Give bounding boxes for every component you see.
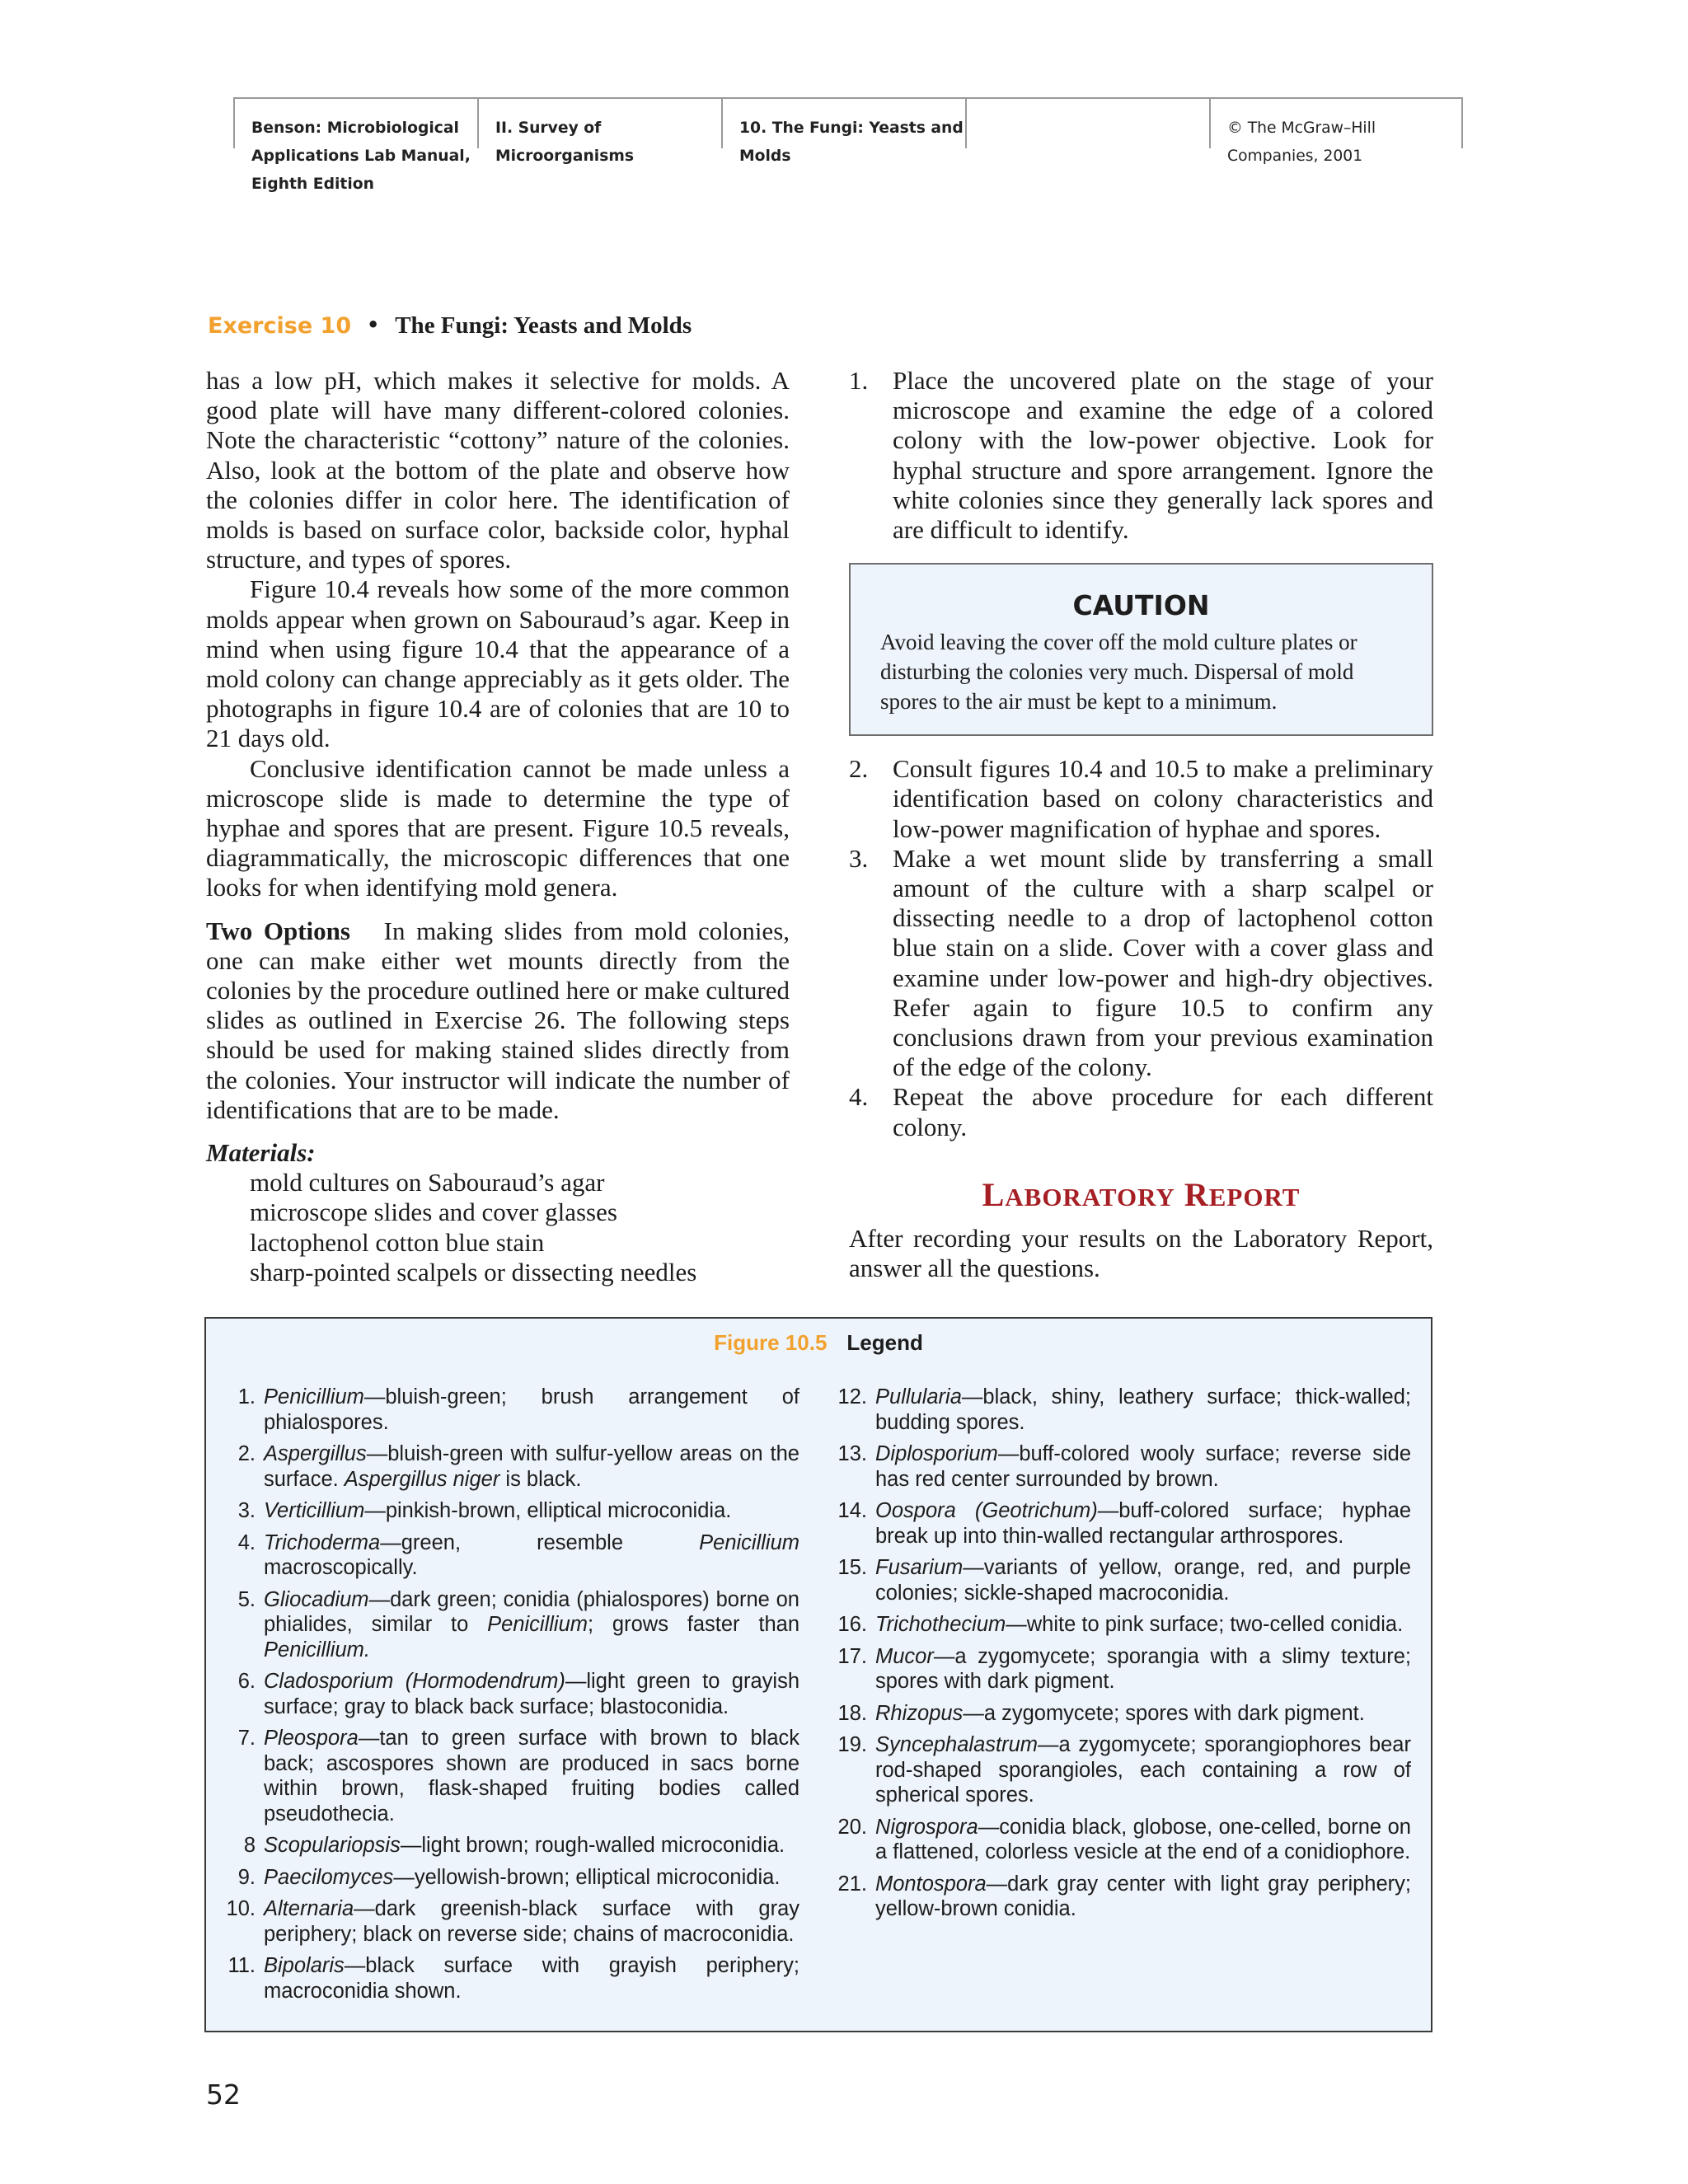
legend-column-left bbox=[223, 1385, 799, 2010]
legend-description: —conidia black, globose, one-celled, borne on a flattened, colorless vesicle at the end of a conidiophore. bbox=[875, 1815, 1411, 1863]
legend-item bbox=[223, 1896, 799, 1947]
paragraph-text: In making slides from mold colonies, one can make either wet mounts directly from the colonies by the procedure outlined here or make cultured slides as outlined in Exercise 26. The following steps should be used for making stained slides directly from the colonies. Your instructor will indicate the number of identifications that are to be made. bbox=[206, 916, 790, 1124]
legend-item bbox=[834, 1644, 1411, 1694]
legend-description: —dark greenish-black surface with gray periphery; black on reverse side; chains of macroconidia. bbox=[264, 1897, 799, 1946]
list-item: mold cultures on Sabouraud’s agar bbox=[250, 1168, 605, 1197]
header-cell-chapter: 10. The Fungi: Yeasts and Molds bbox=[721, 97, 967, 148]
legend-description: —a zygomycete; sporangiophores bear rod-shaped sporangioles, each containing a row of spherical spores. bbox=[875, 1733, 1411, 1807]
genus-name: Pullularia bbox=[875, 1385, 962, 1408]
caution-text: Avoid leaving the cover off the mold culture plates or disturbing the colonies very much. Dispersal of mold spores to the air must be kept to a minimum. bbox=[880, 630, 1357, 715]
genus-name: Penicillium bbox=[487, 1613, 588, 1636]
legend-description: —light brown; rough-walled microconidia. bbox=[400, 1834, 785, 1857]
legend-description: ; grows faster than bbox=[588, 1613, 799, 1636]
legend-number: 18. bbox=[837, 1701, 867, 1725]
legend-item bbox=[834, 1498, 1411, 1549]
legend-number: 7. bbox=[237, 1727, 256, 1750]
genus-name: Aspergillus niger bbox=[344, 1467, 500, 1491]
legend-number: 17. bbox=[837, 1644, 867, 1668]
header-cell-copyright: © The McGraw–Hill Companies, 2001 bbox=[1209, 97, 1463, 148]
legend-item bbox=[834, 1872, 1411, 1922]
legend-number: 15. bbox=[837, 1556, 867, 1579]
legend-label: Legend bbox=[846, 1330, 923, 1355]
running-header bbox=[233, 97, 1461, 193]
legend-number: 1. bbox=[237, 1385, 256, 1408]
lab-report-heading: LABORATORY REPORT bbox=[982, 1175, 1301, 1213]
legend-description: —white to pink surface; two-celled conidia. bbox=[1006, 1613, 1404, 1636]
legend-description: —yellowish-brown; elliptical microconidia. bbox=[393, 1865, 781, 1889]
legend-description: —dark green; conidia (phialospores) borne on phialides, similar to bbox=[264, 1587, 799, 1636]
page-number: 52 bbox=[206, 2079, 241, 2111]
step-text: Repeat the above procedure for each different colony. bbox=[893, 1082, 1433, 1141]
legend-number: 4. bbox=[237, 1530, 256, 1554]
genus-name: Cladosporium (Hormodendrum) bbox=[264, 1670, 565, 1693]
legend-description: —green, resemble bbox=[380, 1530, 700, 1554]
genus-name: Nigrospora bbox=[875, 1815, 978, 1839]
materials-heading: Materials: bbox=[206, 1138, 316, 1168]
left-column bbox=[206, 366, 790, 1287]
legend-number: 5. bbox=[237, 1587, 256, 1611]
legend-item bbox=[223, 1669, 799, 1719]
lab-report-text: After recording your results on the Laboratory Report, answer all the questions. bbox=[849, 1223, 1433, 1283]
legend-number: 11. bbox=[227, 1954, 256, 1977]
genus-name: Aspergillus bbox=[264, 1442, 367, 1465]
caution-box bbox=[849, 563, 1433, 736]
legend-description: is black. bbox=[499, 1467, 582, 1491]
legend-item bbox=[223, 1385, 799, 1435]
legend-item bbox=[223, 1441, 799, 1492]
header-cell-book: Benson: Microbiological Applications Lab Manual, Eighth Edition bbox=[233, 97, 479, 148]
step-number: 3. bbox=[849, 843, 869, 873]
list-item: lactophenol cotton blue stain bbox=[250, 1227, 545, 1257]
exercise-number: Exercise 10 bbox=[208, 313, 352, 339]
list-item bbox=[849, 844, 1433, 1083]
legend-item bbox=[223, 1587, 799, 1663]
legend-description: —tan to green surface with brown to black back; ascospores shown are produced in sacs borne within brown, flask-shaped fruiting bodies called pseudothecia. bbox=[264, 1727, 799, 1825]
list-item: sharp-pointed scalpels or dissecting needles bbox=[250, 1257, 697, 1286]
genus-name: Trichoderma bbox=[264, 1530, 381, 1554]
run-in-heading: Two Options bbox=[206, 916, 350, 945]
genus-name: Penicillium bbox=[264, 1385, 364, 1408]
legend-description: —a zygomycete; spores with dark pigment. bbox=[963, 1701, 1365, 1725]
legend-description: macroscopically. bbox=[264, 1556, 418, 1579]
list-item bbox=[849, 754, 1433, 844]
right-column bbox=[849, 366, 1433, 1283]
procedure-steps bbox=[849, 754, 1433, 1142]
legend-number: 8 bbox=[243, 1834, 256, 1857]
paragraph: Conclusive identification cannot be made unless a microscope slide is made to determine the type of hyphae and spores that are present. Figure 10.5 reveals, diagrammatically, the microscopic differences that one looks for when identifying mold genera. bbox=[206, 753, 790, 902]
legend-item bbox=[834, 1385, 1411, 1435]
legend-number: 3. bbox=[237, 1499, 256, 1522]
legend-item bbox=[223, 1726, 799, 1826]
caution-heading: CAUTION bbox=[1072, 589, 1210, 622]
legend-column-right bbox=[834, 1385, 1411, 1929]
legend-description: —buff-colored surface; hyphae break up into thin-walled rectangular arthrospores. bbox=[875, 1499, 1411, 1548]
legend-number: 19. bbox=[837, 1733, 867, 1756]
step-text: Make a wet mount slide by transferring a small amount of the culture with a sharp scalpel or dissecting needle to a drop of lactophenol cotton blue stain on a slide. Cover with a cover glass and examine under low-power and high-dry objectives. Refer again to figure 10.5 to confirm any conclusions drawn from your previous examination of the edge of the colony. bbox=[893, 843, 1433, 1082]
legend-number: 10. bbox=[226, 1897, 256, 1920]
legend-description: —black, shiny, leathery surface; thick-walled; budding spores. bbox=[875, 1385, 1411, 1434]
genus-name: Oospora (Geotrichum) bbox=[875, 1499, 1098, 1522]
materials-list bbox=[206, 1168, 790, 1287]
legend-number: 2. bbox=[237, 1442, 256, 1465]
legend-description: —dark gray center with light gray periphery; yellow-brown conidia. bbox=[875, 1872, 1411, 1920]
legend-number: 20. bbox=[837, 1815, 867, 1839]
genus-name: Scopulariopsis bbox=[264, 1834, 401, 1857]
genus-name: Pleospora bbox=[264, 1727, 359, 1750]
legend-description: —a zygomycete; sporangia with a slimy texture; spores with dark pigment. bbox=[875, 1644, 1411, 1693]
legend-item bbox=[223, 1833, 799, 1858]
legend-item bbox=[834, 1555, 1411, 1605]
legend-number: 12. bbox=[837, 1385, 867, 1408]
genus-name: Bipolaris bbox=[264, 1954, 345, 1977]
paragraph: has a low pH, which makes it selective for molds. A good plate will have many different-colored colonies. Note the characteristic “cottony” nature of the colonies. Also, look at the bottom of the plate and observe how the colonies differ in color here. The identification of molds is based on surface color, backside color, hyphal structure, and types of spores. bbox=[206, 366, 790, 574]
exercise-title bbox=[208, 308, 692, 343]
figure-label: Figure 10.5 bbox=[714, 1330, 828, 1355]
legend-description: —buff-colored wooly surface; reverse side has red center surrounded by brown. bbox=[875, 1442, 1411, 1491]
legend-description: —light green to grayish surface; gray to black back surface; blastoconidia. bbox=[264, 1670, 799, 1718]
step-text: Place the uncovered plate on the stage of your microscope and examine the edge of a colored colony with the low-power objective. Look for hyphal structure and spore arrangement. Ignore the white colonies since they generally lack spores and are difficult to identify. bbox=[893, 366, 1433, 545]
genus-name: Diplosporium bbox=[875, 1442, 998, 1465]
legend-item bbox=[834, 1815, 1411, 1865]
legend-number: 14. bbox=[837, 1499, 867, 1522]
legend-description: —bluish-green; brush arrangement of phialospores. bbox=[264, 1385, 799, 1434]
paragraph: Figure 10.4 reveals how some of the more common molds appear when grown on Sabouraud’s agar. Keep in mind when using figure 10.4 that the appearance of a mold colony can change appreciably as it gets older. The photographs in figure 10.4 are of colonies that are 10 to 21 days old. bbox=[206, 574, 790, 753]
genus-name: Alternaria bbox=[264, 1897, 354, 1920]
genus-name: Syncephalastrum bbox=[875, 1733, 1039, 1756]
step-number: 1. bbox=[849, 366, 869, 395]
step-number: 4. bbox=[849, 1082, 869, 1112]
genus-name: Fusarium bbox=[875, 1556, 964, 1579]
legend-item bbox=[834, 1732, 1411, 1808]
legend-number: 9. bbox=[237, 1865, 256, 1889]
legend-item bbox=[223, 1530, 799, 1581]
genus-name: Paecilomyces bbox=[264, 1865, 394, 1889]
legend-description: —pinkish-brown, elliptical microconidia. bbox=[364, 1499, 732, 1522]
legend-title bbox=[206, 1330, 1431, 1356]
header-cell-part: II. Survey of Microorganisms bbox=[477, 97, 723, 148]
legend-description: —variants of yellow, orange, red, and purple colonies; sickle-shaped macroconidia. bbox=[875, 1556, 1411, 1605]
legend-number: 16. bbox=[837, 1613, 867, 1636]
legend-item bbox=[223, 1865, 799, 1891]
legend-number: 21. bbox=[837, 1872, 867, 1896]
genus-name: Verticillium bbox=[264, 1499, 365, 1522]
step-number: 2. bbox=[849, 754, 869, 784]
list-item bbox=[849, 1082, 1433, 1141]
legend-item bbox=[834, 1612, 1411, 1638]
genus-name: Trichothecium bbox=[875, 1613, 1006, 1636]
genus-name: Gliocadium bbox=[264, 1587, 369, 1611]
title-bullet: • bbox=[366, 311, 381, 339]
header-cell-empty bbox=[965, 97, 1211, 148]
legend-number: 6. bbox=[237, 1670, 256, 1693]
genus-name: Montospora bbox=[875, 1872, 987, 1896]
genus-name: Penicillium bbox=[699, 1530, 799, 1554]
legend-item bbox=[834, 1701, 1411, 1727]
legend-description: —bluish-green with sulfur-yellow areas on the surface. bbox=[264, 1442, 799, 1491]
legend-item bbox=[223, 1498, 799, 1524]
exercise-name: The Fungi: Yeasts and Molds bbox=[395, 312, 692, 339]
list-item bbox=[849, 366, 1433, 545]
list-item: microscope slides and cover glasses bbox=[250, 1197, 617, 1227]
legend-number: 13. bbox=[837, 1442, 867, 1465]
legend-description: —black surface with grayish periphery; macroconidia shown. bbox=[264, 1954, 799, 2003]
genus-name: Rhizopus bbox=[875, 1701, 964, 1725]
genus-name: Mucor bbox=[875, 1644, 934, 1668]
step-text: Consult figures 10.4 and 10.5 to make a preliminary identification based on colony characteristics and low-power magnification of hyphae and spores. bbox=[893, 754, 1433, 843]
figure-legend-box bbox=[204, 1317, 1432, 2032]
legend-item bbox=[223, 1953, 799, 2004]
two-options-paragraph bbox=[206, 916, 790, 1125]
genus-name: Penicillium. bbox=[264, 1638, 370, 1661]
procedure-steps bbox=[849, 366, 1433, 545]
legend-item bbox=[834, 1441, 1411, 1492]
